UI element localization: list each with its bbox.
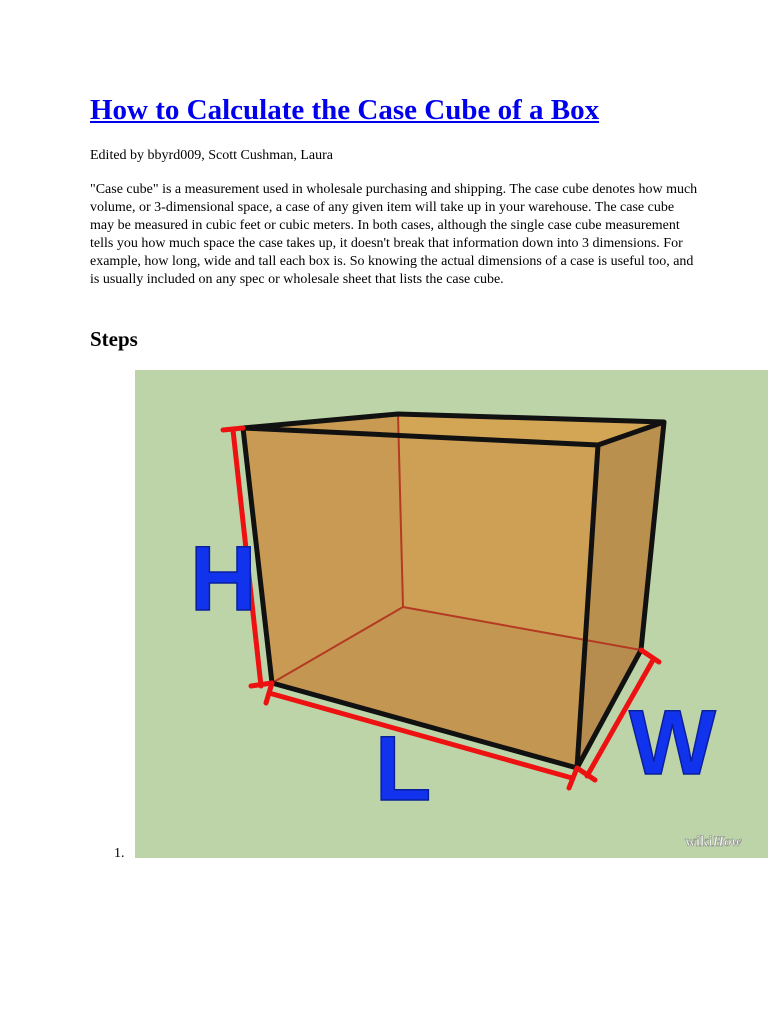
article-title[interactable]: How to Calculate the Case Cube of a Box (90, 94, 600, 126)
width-label: W (629, 692, 716, 794)
steps-heading: Steps (90, 327, 138, 351)
height-label: H (190, 528, 257, 630)
watermark-wiki-text: wiki (685, 834, 713, 850)
height-tick-top (223, 428, 243, 430)
step-number: 1. (114, 846, 125, 861)
editors-line: Edited by bbyrd009, Scott Cushman, Laura (90, 148, 334, 163)
box-dimensions-illustration (135, 370, 768, 858)
watermark-how-text: How (712, 834, 742, 850)
length-label: L (375, 718, 432, 820)
intro-paragraph: "Case cube" is a measurement used in wholesale purchasing and shipping. The case cube denotes how much volume, or 3-dimensional space, a case of any given item will take up in your warehouse. The case cube may be measured in cubic feet or cubic meters. In both cases, although the single case cube measurement tells you how much space the case takes up, it doesn't break that information down into 3 dimensions. For example, how long, wide and tall each box is. So knowing the actual dimensions of a case is useful too, and is usually included on any spec or wholesale sheet that lists the case cube. (90, 182, 698, 287)
watermark-logo (685, 834, 743, 850)
